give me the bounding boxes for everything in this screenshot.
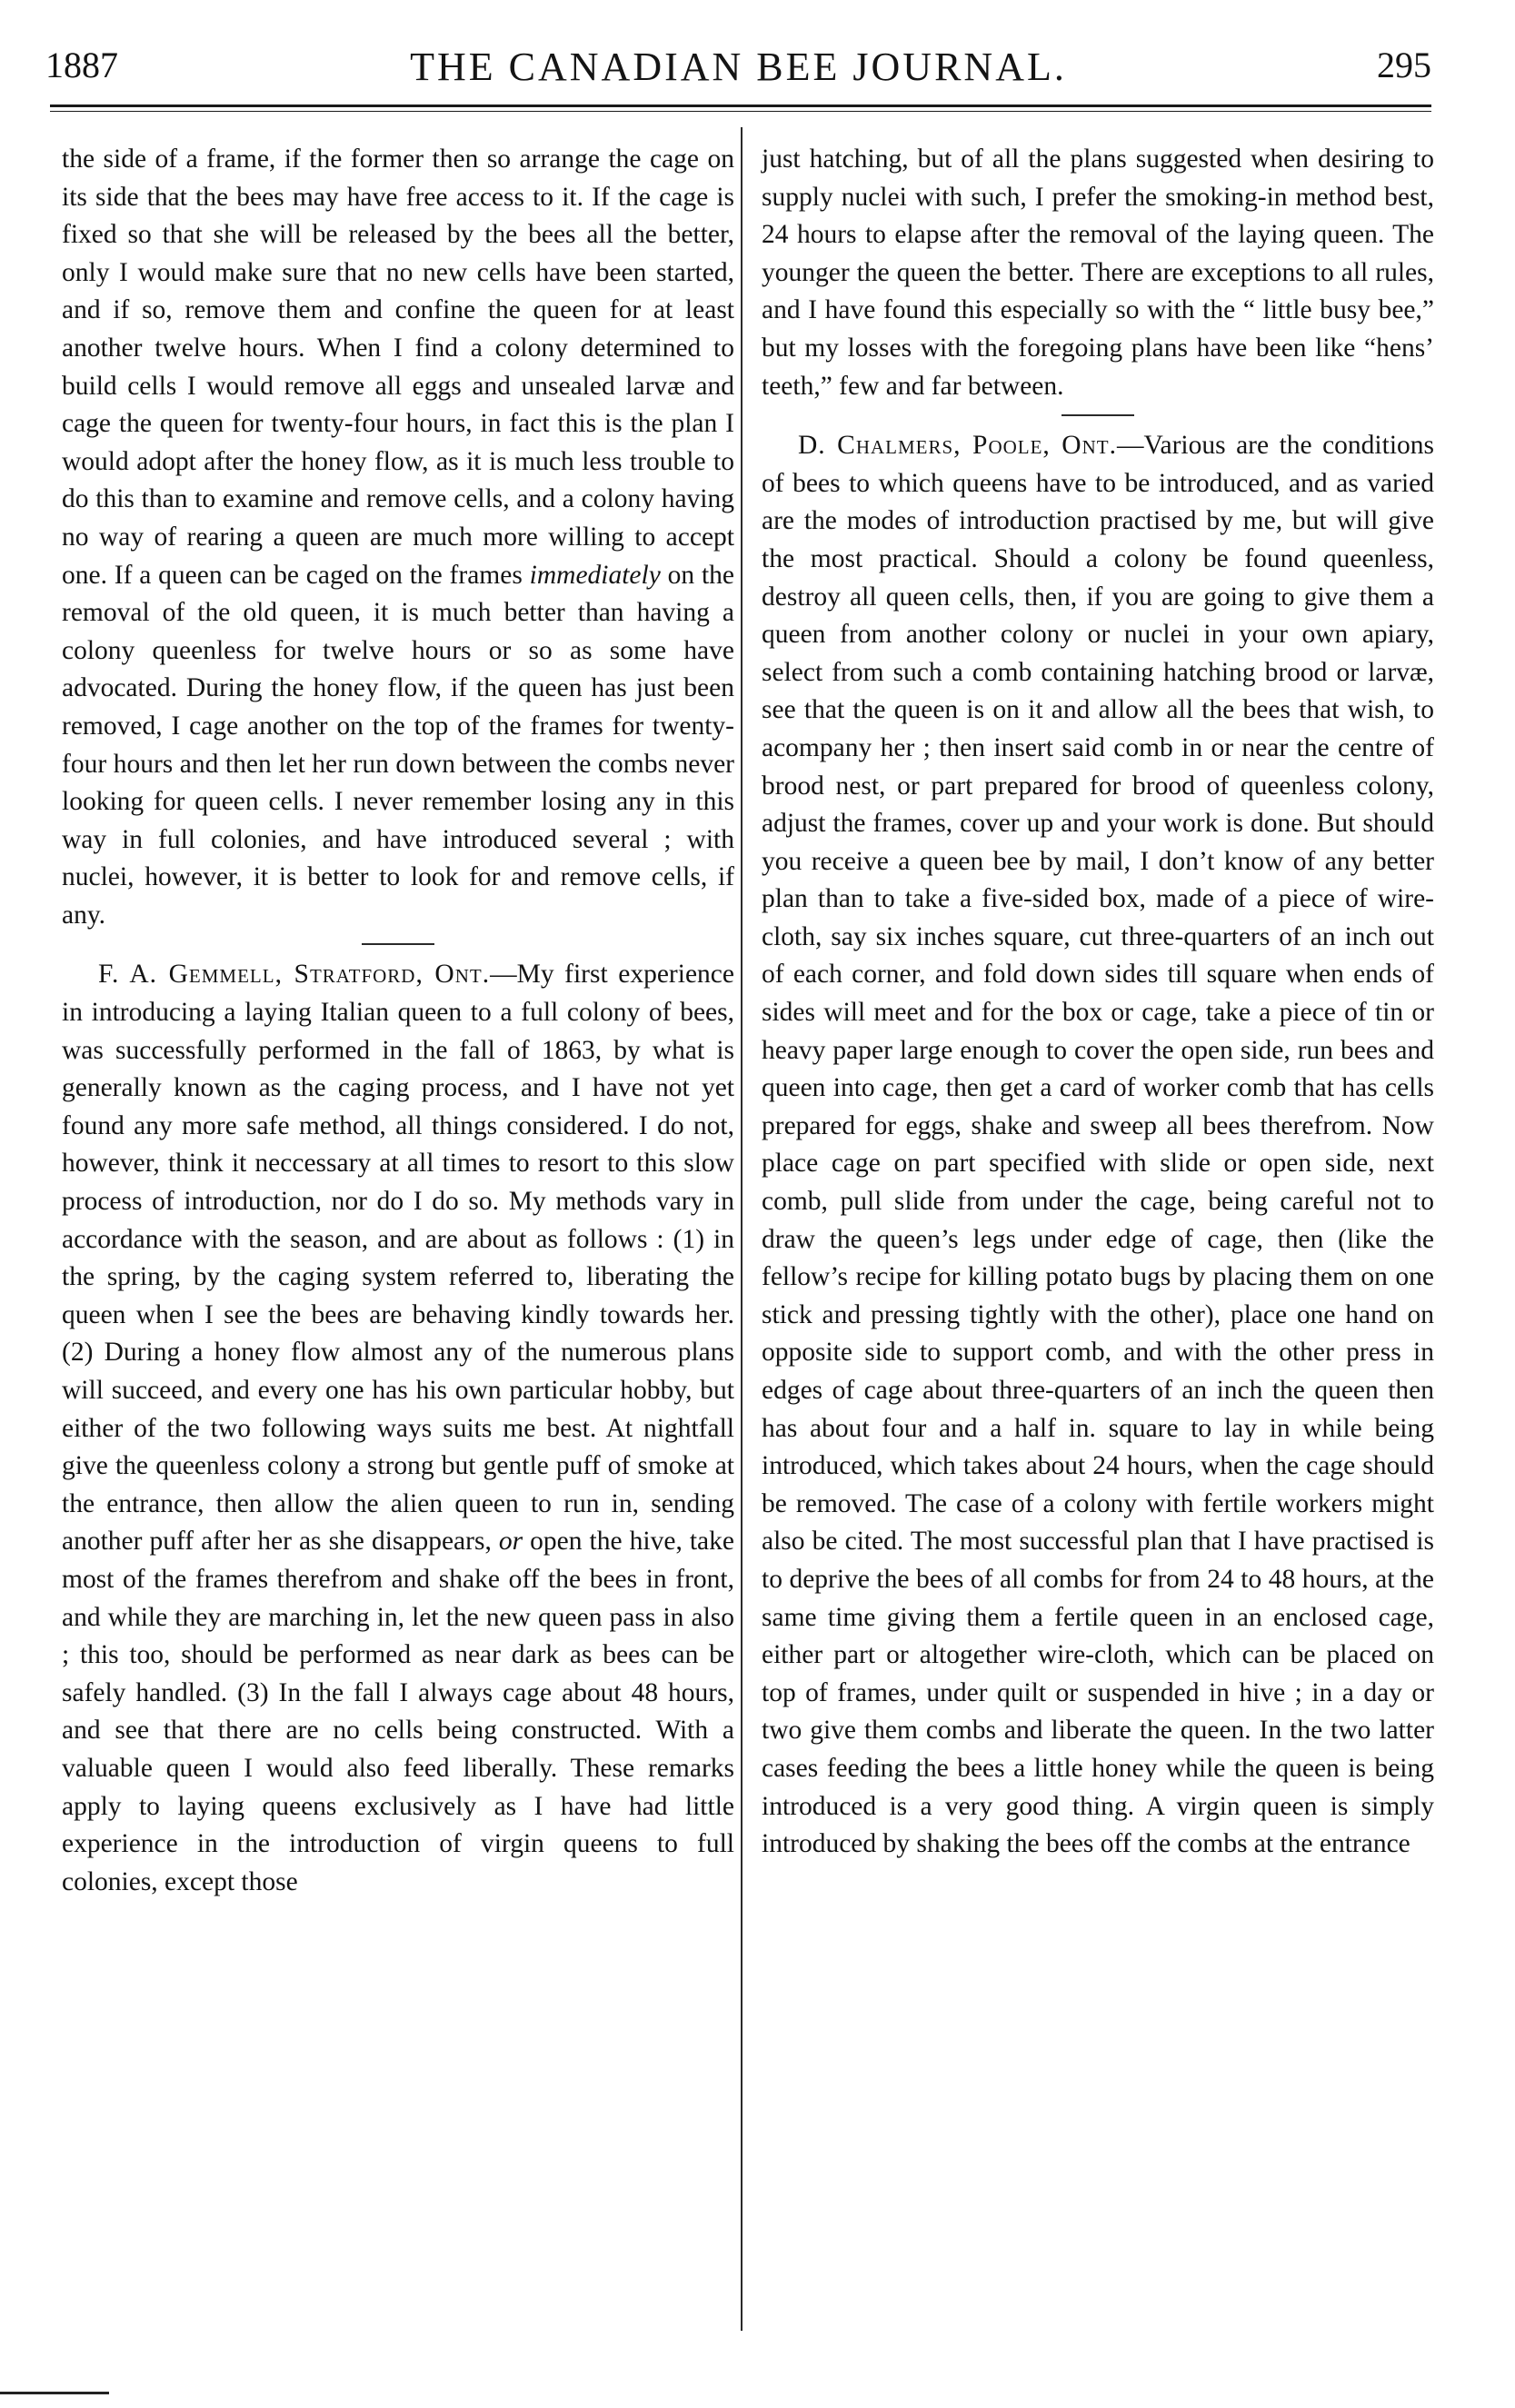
page-header	[45, 27, 1431, 100]
left-p2-text-2: open the hive, take most of the frames therefrom and shake off the bees in front, and while they are marching in, let the new queen pass in also ; this too, should be performed as near dark as bees can be safely handled. (3) In the fall I always cage about 48 hours, and see that there are no cells being constructed. With a valuable queen I would also feed liberally. These remarks apply to laying queens exclusively as I have had little experience in the introduction of virgin queens to full colonies, except those	[62, 1527, 734, 1896]
footer-rule	[0, 2392, 109, 2394]
right-paragraph-2	[762, 427, 1434, 1864]
page-number: 295	[1377, 45, 1431, 85]
section-separator	[1061, 414, 1134, 416]
left-paragraph-1	[62, 141, 734, 934]
left-p2-text-1: —My first experience in introducing a laying Italian queen to a full colony of bees, was successfully performed in the fall of 1863, by what is generally known as the caging process, and I have not yet found any more safe method, all things considered. I do not, however, think it neccessary at all times to resort to this slow process of introduction, nor do I do so. My methods vary in accordance with the season, and are about as follows : (1) in the spring, by the caging system referred to, liberating the queen when I see the bees are behaving kindly towards her. (2) During a honey flow almost any of the numerous plans will succeed, and every one has his own particular hobby, but either of the two following ways suits me best. At nightfall give the queenless colony a strong but gentle puff of smoke at the entrance, then allow the alien queen to run in, sending another puff after her as she disappears,	[62, 960, 734, 1557]
left-p1-emphasis: immediately	[529, 560, 661, 590]
header-rule-thin	[50, 111, 1431, 112]
author-chalmers: D. Chalmers, Poole, Ont.	[798, 431, 1117, 461]
right-paragraph-1: just hatching, but of all the plans suggested when desiring to supply nuclei with such, I prefer the smoking-in method best, 24 hours to elapse after the removal of the laying queen. The younger the queen the better. There are exceptions to all rules, and I have found this especially so with the “ little busy bee,” but my losses with the foregoing plans have been like “hens’ teeth,” few and far between.	[762, 144, 1434, 401]
column-divider	[741, 127, 743, 2331]
journal-title: THE CANADIAN BEE JOURNAL.	[410, 45, 1067, 89]
left-p1-continuation: on the removal of the old queen, it is much better than having a colony queenless for twelve hours or so as some have advocated. During the honey flow, if the queen has just been removed, I cage another on the top of the frames for twenty-four hours and then let her run down between the combs never looking for queen cells. I never remember losing any in this way in full colonies, and have introduced several ; with nuclei, however, it is better to look for and remove cells, if any.	[62, 560, 734, 930]
left-p2-emphasis: or	[498, 1527, 523, 1557]
left-column	[62, 141, 734, 1901]
header-year: 1887	[45, 45, 118, 85]
author-gemmell: F. A. Gemmell, Stratford, Ont.	[98, 960, 491, 990]
right-p2-text: —Various are the conditions of bees to which queens have to be introduced, and as varied are the modes of introduction practised by me, but will give the most practical. Should a colony be found queenless, destroy all queen cells, then, if you are going to give them a queen from another colony or nuclei in your own apiary, select from such a comb containing hatching brood or larvæ, see that the queen is on it and allow all the bees that wish, to acompany her ; then insert said comb in or near the centre of brood nest, or part prepared for brood of queenless colony, adjust the frames, cover up and your work is done. But should you receive a queen bee by mail, I don’t know of any better plan than to take a five-sided box, made of a piece of wire-cloth, say six inches square, cut three-quarters of an inch out of each corner, and fold down sides till square when ends of sides will meet and for the box or cage, take a piece of tin or heavy paper large enough to cover the open side, run bees and queen into cage, then get a card of worker comb that has cells prepared for eggs, shake and sweep all bees therefrom. Now place cage on part specified with slide or open side, next comb, pull slide from under the cage, being careful not to draw the queen’s legs under edge of cage, then (like the fellow’s recipe for killing potato bugs by placing them on one stick and pressing tightly with the other), place one hand on opposite side to support comb, and with the other press in edges of cage about three-quarters of an inch the queen then has about four and a half in. square to lay in while being introduced, which takes about 24 hours, when the cage should be removed. The case of a colony with fertile workers might also be cited. The most successful plan that I have practised is to deprive the bees of all combs for from 24 to 48 hours, at the same time giving them a fertile queen in an enclosed cage, either part or altogether wire-cloth, which can be placed on top of frames, under quilt or suspended in hive ; in a day or two give them combs and liberate the queen. In the two latter cases feeding the bees a little honey while the queen is being introduced is a very good thing. A virgin queen is simply introduced by shaking the bees off the combs at the entrance	[762, 431, 1435, 1859]
right-column	[762, 141, 1434, 1864]
header-rule	[50, 104, 1431, 107]
section-separator	[362, 943, 434, 945]
left-paragraph-2	[62, 956, 734, 1901]
left-p1-text: the side of a frame, if the former then so arrange the cage on its side that the bees may have free access to it. If the cage is fixed so that she will be released by the bees all the better, only I would make sure that no new cells have been started, and if so, remove them and confine the queen for at least another twelve hours. When I find a colony determined to build cells I would remove all eggs and unsealed larvæ and cage the queen for twenty-four hours, in fact this is the plan I would adopt after the honey flow, as it is much less trouble to do this than to examine and remove cells, and a colony having no way of rearing a queen are much more willing to accept one. If a queen can be caged on the frames	[62, 144, 734, 590]
